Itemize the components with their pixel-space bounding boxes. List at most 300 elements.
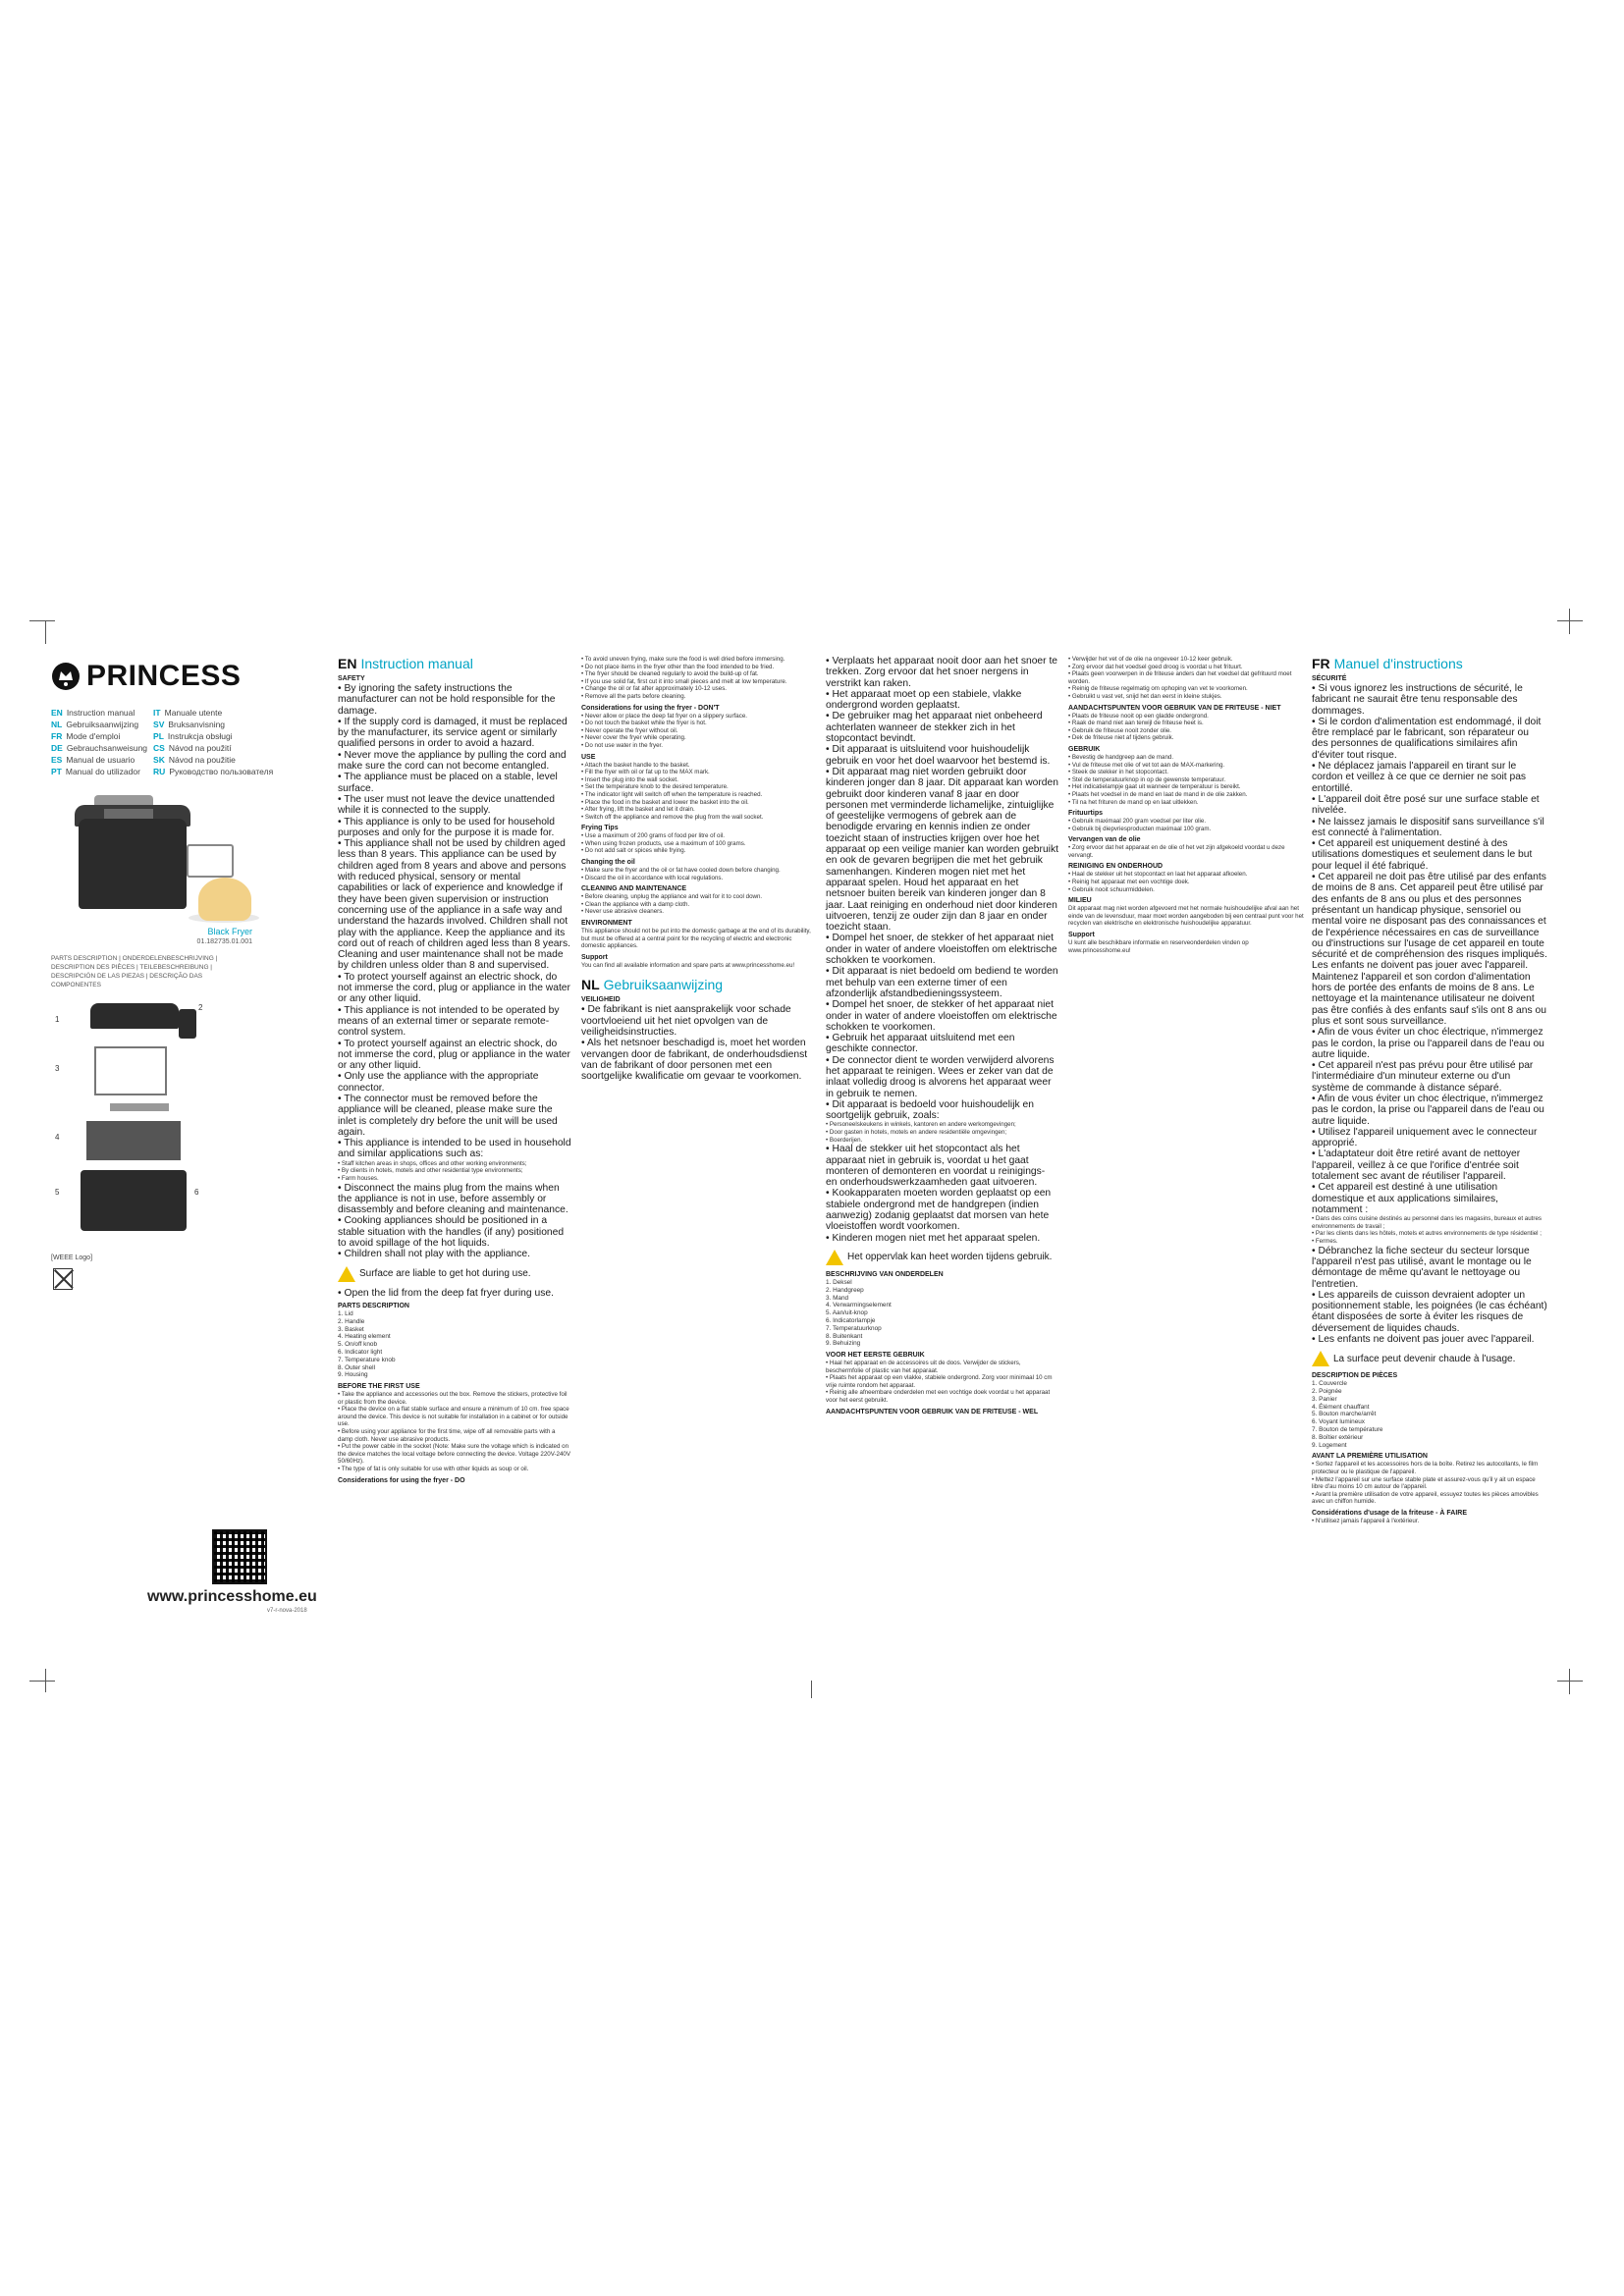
parts-heading: DESCRIPTION DE PIÈCES (1312, 1372, 1398, 1380)
hot-surface-warning (1312, 1351, 1547, 1366)
part-item: 7. Temperature knob (338, 1356, 396, 1363)
support-text: U kunt alle beschikbare informatie en reserveonderdelen vinden op www.princesshome.eu! (1068, 939, 1249, 954)
donts-list (581, 713, 816, 750)
use-list (1068, 754, 1304, 806)
warning-text: Het oppervlak kan heet worden tijdens gebruik. (847, 1252, 1053, 1263)
list-item: • Haal het apparaat en de accessoires uit de doos. Verwijder de stickers, beschermfolie of plastic van het apparaat. (826, 1360, 1058, 1374)
language-code: RU (153, 767, 166, 776)
list-item: • Mettez l'appareil sur une surface stable plate et assurez-vous qu'il y ait un espace libre d'au moins 10 cm autour de l'appareil. (1312, 1476, 1547, 1491)
safety-item: • The appliance must be placed on a stable, level surface. (338, 772, 571, 794)
safety-item: • Kookapparaten moeten worden geplaatst op een stabiele ondergrond met de handgrepen (indien aanwezig) zodanig geplaatst dat morsen van hete vloeistoffen wordt voorkomen. (826, 1188, 1058, 1232)
safety-list-2 (338, 1183, 571, 1260)
language-item (51, 719, 147, 730)
language-name: Mode d'emploi (66, 731, 121, 741)
usage-places-list (1312, 1215, 1547, 1245)
part-item: 6. Indicatorlampje (826, 1316, 876, 1324)
crop-mark (1557, 1681, 1583, 1682)
list-item: • Never cover the fryer while operating. (581, 734, 816, 742)
use-heading: GEBRUIK (1068, 745, 1101, 753)
language-name: Gebrauchsanweisung (66, 743, 148, 753)
list-item: • Door gasten in hotels, motels en andere residentiële omgevingen; (826, 1129, 1058, 1137)
list-item: • Staff kitchen areas in shops, offices and other working environments; (338, 1160, 571, 1168)
safety-heading: SÉCURITÉ (1312, 675, 1347, 682)
list-item: • Never use abrasive cleaners. (581, 908, 816, 916)
safety-item: • Dit apparaat is bedoeld voor huishoudelijk en soortgelijk gebruik, zoals: (826, 1099, 1058, 1122)
safety-list-3 (338, 1288, 571, 1299)
safety-item: • Cet appareil est destiné à une utilisation domestique et aux applications similaires, notamment : (1312, 1182, 1547, 1215)
part-item: 4. Heating element (338, 1333, 391, 1341)
safety-list-2 (1312, 1246, 1547, 1346)
part-item: 8. Buitenkant (826, 1332, 863, 1340)
list-item: • Do not touch the basket while the fryer is hot. (581, 720, 816, 727)
diagram-label: 5 (55, 1188, 60, 1197)
safety-item: • Les enfants ne doivent pas jouer avec l'appareil. (1312, 1334, 1547, 1345)
cleaning-list (1068, 871, 1304, 893)
language-code: FR (1312, 656, 1330, 671)
list-item: • Haal de stekker uit het stopcontact en laat het apparaat afkoelen. (1068, 871, 1304, 879)
language-name: Návod na použitie (168, 755, 236, 765)
part-item: 9. Behuizing (826, 1340, 861, 1348)
version-code: v7-r-nova-2018 (267, 1608, 307, 1614)
list-item: • Gebruik de friteuse nooit zonder olie. (1068, 727, 1304, 735)
list-item: • Do not add salt or spices while frying. (581, 847, 816, 855)
language-code: DE (51, 743, 63, 753)
list-item: • Do not use water in the fryer. (581, 742, 816, 750)
list-item: • Never operate the fryer without oil. (581, 727, 816, 735)
section-title: Manuel d'instructions (1333, 656, 1463, 671)
safety-item: • Only use the appliance with the appropriate connector. (338, 1071, 571, 1094)
before-use-list (826, 1360, 1058, 1405)
qr-code[interactable] (212, 1529, 267, 1584)
hot-surface-warning (338, 1266, 571, 1282)
language-name: Návod na použití (168, 743, 232, 753)
diagram-housing (81, 1170, 187, 1231)
list-item: • Gebruikt u vast vet, snijd het dan eerst in kleine stukjes. (1068, 693, 1304, 701)
language-name: Manual do utilizador (65, 767, 140, 776)
list-item: • Gebruik maximaal 200 gram voedsel per liter olie. (1068, 818, 1304, 826)
safety-item: • Utilisez l'appareil uniquement avec le connecteur approprié. (1312, 1127, 1547, 1149)
before-use-heading: VOOR HET EERSTE GEBRUIK (826, 1352, 925, 1360)
safety-item: • Children shall not play with the appliance. (338, 1249, 571, 1259)
diagram-label: 1 (55, 1015, 60, 1024)
nl-safety-list (826, 656, 1058, 1121)
list-item: • N'utilisez jamais l'appareil à l'extérieur. (1312, 1518, 1547, 1525)
safety-list (1312, 683, 1547, 1215)
list-item: • Vul de friteuse met olie of vet tot aan de MAX-markering. (1068, 762, 1304, 770)
fryer-body (79, 819, 187, 909)
part-item: 5. Aan/uit-knop (826, 1309, 868, 1317)
language-list (51, 707, 274, 777)
fr-heading (1312, 656, 1547, 671)
changing-oil-list (1068, 844, 1304, 859)
list-item: • Put the power cable in the socket (Note: Make sure the voltage which is indicated on the device matches the local voltage before connecting the device. Voltage 220V-240V 50/60Hz). (338, 1443, 571, 1466)
list-item: • Before using your appliance for the first time, wipe off all removable parts with a damp cloth. Never use abrasive products. (338, 1428, 571, 1443)
safety-item: • This appliance is not intended to be operated by means of an external timer or separate remote-control system. (338, 1005, 571, 1039)
part-item: 8. Outer shell (338, 1363, 376, 1371)
list-item: • Insert the plug into the wall socket. (581, 776, 816, 784)
list-item: • To avoid uneven frying, make sure the food is well dried before immersing. (581, 656, 816, 664)
list-item: • Change the oil or fat after approximately 10-12 uses. (581, 685, 816, 693)
language-code: SK (153, 755, 165, 765)
warning-triangle-icon (1312, 1351, 1329, 1366)
safety-item: • Dompel het snoer, de stekker of het apparaat niet onder in water of andere vloeistoffen om elektrische schokken te voorkomen. (826, 999, 1058, 1033)
list-item: • Dans des coins cuisine destinés au personnel dans les magasins, bureaux et autres environnements de travail ; (1312, 1215, 1547, 1230)
list-item: • Take the appliance and accessories out the box. Remove the stickers, protective foil or plastic from the device. (338, 1391, 571, 1406)
safety-item: • Débranchez la fiche secteur du secteur lorsque l'appareil n'est pas utilisé, avant le montage ou le démontage de même qu'avant le nettoyage ou l'entretien. (1312, 1246, 1547, 1290)
nl-continued-column (1068, 656, 1304, 1642)
language-code: NL (51, 720, 63, 729)
part-item: 8. Boîtier extérieur (1312, 1433, 1364, 1441)
changing-oil-heading: Vervangen van de olie (1068, 836, 1141, 844)
list-item: • Make sure the fryer and the oil or fat have cooled down before changing. (581, 867, 816, 875)
safety-item: • Dit apparaat mag niet worden gebruikt door kinderen jonger dan 8 jaar. Dit apparaat kan worden gebruikt door kinderen vanaf 8 jaar en door personen met verminderde lichamelijke, zintuiglijke of geestelijke vermogens of gebrek aan de benodigde ervaring en kennis indien ze onder toezicht staan of instructies krijgen over hoe het apparaat op een veilige manier kan worden gebruikt en ook de gevaren begrijpen die met het gebruik samenhangen. Kinderen mogen niet met het apparaat spelen. Houd het apparaat en het netsnoer buiten bereik van kinderen jonger dan 8 jaar. Laat reiniging en onderhoud niet door kinderen uitvoeren, tenzij ze ouder zijn dan 8 jaar en onder toezicht staan. (826, 767, 1058, 933)
list-item: • Use a maximum of 200 grams of food per litre of oil. (581, 832, 816, 840)
language-item (51, 742, 147, 754)
environment-text: This appliance should not be put into the domestic garbage at the end of its durability, but must be offered at a central point for the recycling of electric and electronic domestic appliances. (581, 928, 811, 950)
safety-item: • This appliance is only to be used for household purposes and only for the purpose it is made for. (338, 817, 571, 839)
cleaning-heading: REINIGING EN ONDERHOUD (1068, 863, 1164, 871)
part-item: 3. Basket (338, 1325, 364, 1333)
part-item: 1. Lid (338, 1309, 353, 1317)
safety-item: • Si le cordon d'alimentation est endommagé, il doit être remplacé par le fabricant, son réparateur ou des personnes de qualifications similaires afin d'éviter tout risque. (1312, 717, 1547, 761)
safety-item: • If the supply cord is damaged, it must be replaced by the manufacturer, its service agent or similarly qualified persons in order to avoid a hazard. (338, 717, 571, 750)
part-item: 1. Couvercle (1312, 1380, 1347, 1388)
before-use-heading: AVANT LA PREMIÈRE UTILISATION (1312, 1453, 1428, 1461)
list-item: • Gebruik bij diepvriesproducten maximaal 100 gram. (1068, 826, 1304, 833)
cleaning-heading: CLEANING AND MAINTENANCE (581, 885, 687, 893)
support-text: You can find all available information and spare parts at www.princesshome.eu! (581, 961, 795, 969)
weee-label: [WEEE Logo] (51, 1255, 93, 1261)
language-item (51, 707, 147, 719)
parts-list (1312, 1380, 1547, 1449)
language-name: Manuale utente (164, 708, 223, 718)
safety-item: • By ignoring the safety instructions the manufacturer can not be hold responsible for the damage. (338, 683, 571, 717)
nl-safety-heading: VEILIGHEID (581, 996, 621, 1004)
part-item: 5. Bouton marche/arrêt (1312, 1411, 1377, 1418)
language-code: FR (51, 731, 63, 741)
list-item: • Fermes. (1312, 1238, 1547, 1246)
list-item: • The fryer should be cleaned regularly to avoid the build-up of fat. (581, 670, 816, 678)
parts-heading: BESCHRIJVING VAN ONDERDELEN (826, 1270, 944, 1278)
safety-item: • The user must not leave the device unattended while it is connected to the supply. (338, 794, 571, 817)
list-item: • Farm houses. (338, 1175, 571, 1183)
list-item: • Reinig de friteuse regelmatig om ophoping van vet te voorkomen. (1068, 685, 1304, 693)
fold-mark (811, 1681, 812, 1698)
list-item: • Plaats de friteuse nooit op een gladde ondergrond. (1068, 713, 1304, 721)
product-photo (51, 781, 252, 948)
crop-mark (29, 620, 55, 621)
part-item: 9. Logement (1312, 1441, 1347, 1449)
language-name: Instruction manual (66, 708, 135, 718)
safety-item: • Ne déplacez jamais l'appareil en tirant sur le cordon et veillez à ce que ce dernier ne soit pas entortillé. (1312, 761, 1547, 794)
safety-item: • De connector dient te worden verwijderd alvorens het apparaat te reinigen. Wees er zeker van dat de inlaat volledig droog is alvorens het apparaat weer in gebruik te nemen. (826, 1055, 1058, 1099)
list-item: • Set the temperature knob to the desired temperature. (581, 783, 816, 791)
safety-item: • Never move the appliance by pulling the cord and make sure the cord can not become entangled. (338, 750, 571, 773)
tips-list (1068, 656, 1304, 701)
nl-column (826, 656, 1058, 1642)
list-item: • Reinig alle afneembare onderdelen met een vochtige doek voordat u het apparaat voor het eerst gebruikt. (826, 1389, 1058, 1404)
diagram-bowl (86, 1121, 181, 1160)
section-title: Gebruiksaanwijzing (603, 977, 724, 993)
safety-item: • This appliance shall not be used by children aged less than 8 years. This appliance can be used by children aged from 8 years and above and persons with reduced physical, sensory or mental capabilities or lack of experience and knowledge if they have been given supervision or instruction concerning use of the appliance in a safe way and understand the hazards involved. Children shall not play with the appliance. Keep the appliance and its cord out of reach of children aged less than 8 years. Cleaning and user maintenance shall not be made by children unless older than 8 and supervised. (338, 838, 571, 972)
list-item: • Verwijder het vet of de olie na ongeveer 10-12 keer gebruik. (1068, 656, 1304, 664)
fryer-basket (187, 844, 234, 878)
warning-text: Surface are liable to get hot during use. (359, 1268, 531, 1280)
safety-item: • Afin de vous éviter un choc électrique, n'immergez pas le cordon, la prise ou l'appareil dans de l'eau ou autre liquide. (1312, 1027, 1547, 1060)
list-item: • Attach the basket handle to the basket. (581, 762, 816, 770)
safety-item: • Cet appareil est uniquement destiné à des utilisations domestiques et seulement dans le but pour lequel il été fabriqué. (1312, 838, 1547, 872)
safety-item: • Haal de stekker uit het stopcontact als het apparaat niet in gebruik is, voordat u het gaat monteren of demonteren en voordat u reinigings- en onderhoudswerkzaamheden gaat uitvoeren. (826, 1144, 1058, 1188)
safety-item: • Dit apparaat is niet bedoeld om bediend te worden met behulp van een externe timer of een afzonderlijk afstandbedieningssysteem. (826, 966, 1058, 999)
product-model: 01.182735.01.001 (196, 938, 252, 945)
safety-item: • Als het netsnoer beschadigd is, moet het worden vervangen door de fabrikant, de onderhoudsdienst van de fabrikant of door personen met een soortgelijke kwalificatie om gevaar te voorkomen. (581, 1038, 816, 1082)
language-item (153, 742, 273, 754)
part-item: 6. Indicator light (338, 1348, 383, 1356)
part-item: 1. Deksel (826, 1278, 852, 1286)
nl-safety-list (581, 1004, 816, 1082)
nl-usage-places-list (826, 1121, 1058, 1144)
part-item: 6. Voyant lumineux (1312, 1418, 1365, 1426)
en-heading (338, 656, 571, 671)
diagram-label: 4 (55, 1133, 60, 1142)
language-code: EN (51, 708, 63, 718)
warning-text: La surface peut devenir chaude à l'usage. (1333, 1353, 1516, 1364)
safety-item: • Cooking appliances should be positioned in a stable situation with the handles (if any) positioned to avoid spillage of the hot liquids. (338, 1215, 571, 1249)
changing-oil-heading: Changing the oil (581, 859, 635, 867)
list-item: • Dek de friteuse niet af tijdens gebruik. (1068, 734, 1304, 742)
list-item: • Boerderijen. (826, 1137, 1058, 1145)
parts-heading: PARTS DESCRIPTION (338, 1302, 409, 1309)
list-item: • When using frozen products, use a maximum of 100 grams. (581, 840, 816, 848)
parts-list (338, 1310, 571, 1379)
before-use-list (1312, 1461, 1547, 1506)
nl-safety-list-2 (826, 1144, 1058, 1244)
use-heading: USE (581, 753, 596, 761)
frying-tips-list (1068, 818, 1304, 832)
list-item: • Place the device on a flat stable surface and ensure a minimum of 10 cm. free space around the device. This device is not suitable for installation in a cabinet or for outside use. (338, 1406, 571, 1428)
safety-item: • Cet appareil ne doit pas être utilisé par des enfants de moins de 8 ans. Cet appareil peut être utilisé par des enfants de 8 ans ou plus et des personnes présentant un handicap physique, sensoriel ou mental voire ne disposant pas des connaissances et de l'expérience nécessaires en cas de surveillance ou d'instructions sur l'usage de cet appareil en toute sécurité et de compréhension des risques impliqués. Les enfants ne doivent pas jouer avec l'appareil. Maintenez l'appareil et son cordon d'alimentation hors de portée des enfants de moins de 8 ans. Le nettoyage et la maintenance utilisateur ne doivent pas être confiés à des enfants sauf s'ils ont 8 ans ou plus et sont sous surveillance. (1312, 872, 1547, 1027)
list-item: • Clean the appliance with a damp cloth. (581, 901, 816, 909)
safety-item: • De fabrikant is niet aansprakelijk voor schade voortvloeiend uit het niet opvolgen van de veiligheidsinstructies. (581, 1004, 816, 1038)
usage-places-list (338, 1160, 571, 1183)
part-item: 3. Mand (826, 1294, 849, 1302)
part-item: 7. Temperatuurknop (826, 1324, 882, 1332)
crop-mark (29, 1681, 55, 1682)
safety-item: • To protect yourself against an electric shock, do not immerse the cord, plug or appliance in the water or any other liquid. (338, 1039, 571, 1072)
language-item (51, 766, 147, 777)
product-name: Black Fryer (207, 927, 252, 936)
safety-list (338, 683, 571, 1160)
part-item: 4. Verwarmingselement (826, 1302, 892, 1309)
language-name: Gebruiksaanwijzing (66, 720, 139, 729)
list-item: • Til na het frituren de mand op en laat uitlekken. (1068, 799, 1304, 807)
list-item: • Discard the oil in accordance with local regulations. (581, 875, 816, 882)
list-item: • Bevestig de handgreep aan de mand. (1068, 754, 1304, 762)
nl-heading (581, 977, 816, 992)
safety-item: • This appliance is intended to be used in household and similar applications such as: (338, 1138, 571, 1160)
safety-item: • Disconnect the mains plug from the mains when the appliance is not in use, before assembly or disassembly and before cleaning and maintenance. (338, 1183, 571, 1216)
list-item: • Avant la première utilisation de votre appareil, essuyez toutes les pièces amovibles avec un chiffon humide. (1312, 1491, 1547, 1506)
diagram-label: 6 (194, 1188, 199, 1197)
language-item (51, 754, 147, 766)
language-code: EN (338, 656, 357, 671)
website-url[interactable]: www.princesshome.eu (147, 1588, 317, 1605)
environment-heading: ENVIRONMENT (581, 920, 632, 928)
safety-item: • Verplaats het apparaat nooit door aan het snoer te trekken. Zorg ervoor dat het snoer nergens in verstrikt kan raken. (826, 656, 1058, 689)
weee-block (51, 1255, 252, 1294)
safety-item: • The connector must be removed before the appliance will be cleaned, please make sure the inlet is completely dry before the unit will be used again. (338, 1094, 571, 1138)
language-code: IT (153, 708, 161, 718)
safety-item: • Les appareils de cuisson devraient adopter un positionnement stable, les poignées (le cas échéant) étant disposées de sorte à éviter les risques de déversement de liquides chauds. (1312, 1290, 1547, 1334)
safety-item: • Cet appareil n'est pas prévu pour être utilisé par l'intermédiaire d'un minuteur externe ou d'un système de commande à distance séparé. (1312, 1060, 1547, 1094)
en-column (338, 656, 571, 1642)
list-item: • By clients in hotels, motels and other residential type environments; (338, 1167, 571, 1175)
donts-list (1068, 713, 1304, 742)
part-item: 2. Handgreep (826, 1286, 864, 1294)
list-item: • Plaats geen voorwerpen in de friteuse anders dan het voedsel dat gefrituurd moet worden. (1068, 670, 1304, 685)
language-code: NL (581, 977, 600, 993)
list-item: • If you use solid fat, first cut it into small pieces and melt at low temperature. (581, 678, 816, 686)
list-item: • Sortez l'appareil et les accessoires hors de la boîte. Retirez les autocollants, le film protecteur ou le plastique de l'appareil. (1312, 1461, 1547, 1475)
dos-heading: Considerations for using the fryer - DO (338, 1476, 465, 1484)
hot-surface-warning (826, 1250, 1058, 1265)
part-item: 2. Handle (338, 1317, 365, 1325)
use-list (581, 762, 816, 822)
safety-item: • L'adaptateur doit être retiré avant de nettoyer l'appareil, veillez à ce que l'orifice d'entrée soit totalement sec avant de réutiliser l'appareil. (1312, 1148, 1547, 1182)
list-item: • Never allow or place the deep fat fryer on a slippery surface. (581, 713, 816, 721)
crop-mark (1569, 1669, 1570, 1694)
frying-tips-heading: Frying Tips (581, 825, 619, 832)
diagram-label: 2 (198, 1003, 203, 1012)
donts-heading: AANDACHTSPUNTEN VOOR GEBRUIK VAN DE FRITEUSE - NIET (1068, 704, 1281, 712)
safety-item: • Het apparaat moet op een stabiele, vlakke ondergrond worden geplaatst. (826, 689, 1058, 712)
before-use-list (338, 1391, 571, 1473)
environment-heading: MILIEU (1068, 897, 1092, 905)
list-item: • Reinig het apparaat met een vochtige doek. (1068, 879, 1304, 886)
list-item: • Remove all the parts before cleaning. (581, 693, 816, 701)
language-code: SV (153, 720, 165, 729)
list-item: • Switch off the appliance and remove the plug from the wall socket. (581, 814, 816, 822)
cleaning-list (581, 893, 816, 916)
language-item (153, 730, 273, 742)
safety-item: • Dit apparaat is uitsluitend voor huishoudelijk gebruik en voor het doel waarvoor het bestemd is. (826, 744, 1058, 767)
safety-item: • Gebruik het apparaat uitsluitend met een geschikte connector. (826, 1033, 1058, 1055)
diagram-label: 3 (55, 1064, 60, 1073)
before-use-heading: BEFORE THE FIRST USE (338, 1383, 420, 1391)
warning-triangle-icon (338, 1266, 355, 1282)
list-item: • Personeelskeukens in winkels, kantoren en andere werkomgevingen; (826, 1121, 1058, 1129)
language-item (153, 766, 273, 777)
support-heading: Support (1068, 932, 1095, 939)
diagram-basket (94, 1046, 167, 1095)
part-item: 5. On/off knob (338, 1341, 378, 1349)
fr-column (1312, 656, 1547, 1642)
list-item: • After frying, lift the basket and let it drain. (581, 806, 816, 814)
list-item: • Zorg ervoor dat het apparaat en de olie of het vet zijn afgekoeld voordat u deze vervangt. (1068, 844, 1304, 859)
language-name: Руководство пользователя (169, 767, 274, 776)
list-item: • The indicator light will switch off when the temperature is reached. (581, 791, 816, 799)
weee-bin-icon (53, 1268, 73, 1290)
safety-item: • De gebruiker mag het apparaat niet onbeheerd achterlaten wanneer de stekker zich in het stopcontact bevindt. (826, 711, 1058, 744)
safety-item: • To protect yourself against an electric shock, do not immerse the cord, plug or appliance in the water or any other liquid. (338, 972, 571, 1005)
list-item: • Par les clients dans les hôtels, motels et autres environnements de type résidentiel ; (1312, 1230, 1547, 1238)
part-item: 4. Élément chauffant (1312, 1403, 1370, 1411)
crop-mark (1557, 620, 1583, 621)
language-name: Manual de usuario (66, 755, 135, 765)
crop-mark (1569, 609, 1570, 634)
language-code: ES (51, 755, 63, 765)
safety-item: • Afin de vous éviter un choc électrique, n'immergez pas le cordon, la prise ou l'appareil dans de l'eau ou autre liquide. (1312, 1094, 1547, 1127)
list-item: • Stel de temperatuurknop in op de gewenste temperatuur. (1068, 776, 1304, 784)
fries (198, 878, 251, 921)
diagram-handle (179, 1009, 196, 1039)
list-item: • Steek de stekker in het stopcontact. (1068, 769, 1304, 776)
dos-heading: AANDACHTSPUNTEN VOOR GEBRUIK VAN DE FRITEUSE - WEL (826, 1408, 1039, 1415)
list-item: • Het indicatielampje gaat uit wanneer de temperatuur is bereikt. (1068, 783, 1304, 791)
diagram-lid (90, 1003, 179, 1029)
list-item: • Gebruik nooit schuurmiddelen. (1068, 886, 1304, 894)
list-item: • Place the food in the basket and lower the basket into the oil. (581, 799, 816, 807)
language-item (153, 707, 273, 719)
list-item: • Zorg ervoor dat het voedsel goed droog is voordat u het frituurt. (1068, 664, 1304, 671)
frying-tips-list (581, 832, 816, 855)
warning-triangle-icon (826, 1250, 843, 1265)
language-code: PL (153, 731, 164, 741)
list-item: • Do not place items in the fryer other than the food intended to be fried. (581, 664, 816, 671)
list-item: • The type of fat is only suitable for use with other liquids as soup or oil. (338, 1466, 571, 1473)
support-heading: Support (581, 953, 608, 961)
brand-name: PRINCESS (86, 660, 242, 692)
part-item: 2. Poignée (1312, 1388, 1342, 1396)
parts-title: PARTS DESCRIPTION | ONDERDELENBESCHRIJVING | DESCRIPTION DES PIÈCES | TEILEBESCHREIBUNG | DESCRIPCIÓN DE LAS PIEZAS | DESCRIÇÃO DAS COMPONENTES (51, 955, 218, 988)
list-item: • Plaats het apparaat op een vlakke, stabiele ondergrond. Zorg voor minimaal 10 cm vrije ruimte rondom het apparaat. (826, 1374, 1058, 1389)
safety-item: • Kinderen mogen niet met het apparaat spelen. (826, 1233, 1058, 1244)
exploded-diagram (51, 995, 252, 1241)
language-name: Instrukcja obsługi (167, 731, 233, 741)
language-code: PT (51, 767, 62, 776)
part-item: 3. Panier (1312, 1395, 1337, 1403)
safety-item: • Ne laissez jamais le dispositif sans surveillance s'il est connecté à l'alimentation. (1312, 817, 1547, 839)
language-code: CS (153, 743, 165, 753)
part-item: 9. Housing (338, 1371, 368, 1379)
language-item (51, 730, 147, 742)
parts-list (826, 1279, 1058, 1348)
safety-item: • L'appareil doit être posé sur une surface stable et nivelée. (1312, 794, 1547, 817)
environment-text: Dit apparaat mag niet worden afgevoerd met het normale huishoudelijke afval aan het einde van de levensduur, maar moet worden aangeboden bij een centraal punt voor het recyclen van elektrische en elektronische huishoudelijke apparatuur. (1068, 905, 1304, 928)
brand-logo (51, 656, 252, 701)
tips-list (581, 656, 816, 701)
safety-heading: SAFETY (338, 675, 365, 682)
cover-column (51, 656, 274, 1642)
list-item: • Raak de mand niet aan terwijl de friteuse heet is. (1068, 720, 1304, 727)
language-item (153, 754, 273, 766)
crop-mark (45, 620, 46, 644)
changing-oil-list (581, 867, 816, 881)
en-continued-column (581, 656, 816, 1642)
dos-heading: Considérations d'usage de la friteuse - À FAIRE (1312, 1510, 1468, 1518)
donts-heading: Considerations for using the fryer - DON'T (581, 704, 720, 712)
safety-item: • Open the lid from the deep fat fryer during use. (338, 1288, 571, 1299)
language-name: Bruksanvisning (168, 720, 226, 729)
list-item: • Plaats het voedsel in de mand en laat de mand in de olie zakken. (1068, 791, 1304, 799)
manual-sheet (39, 656, 1585, 1642)
section-title: Instruction manual (360, 656, 473, 671)
list-item: • Before cleaning, unplug the appliance and wait for it to cool down. (581, 893, 816, 901)
safety-item: • Dompel het snoer, de stekker of het apparaat niet onder in water of andere vloeistoffen om elektrische schokken te voorkomen. (826, 933, 1058, 966)
list-item: • Fill the fryer with oil or fat up to the MAX mark. (581, 769, 816, 776)
crown-icon (51, 662, 81, 691)
part-item: 7. Bouton de température (1312, 1426, 1383, 1434)
